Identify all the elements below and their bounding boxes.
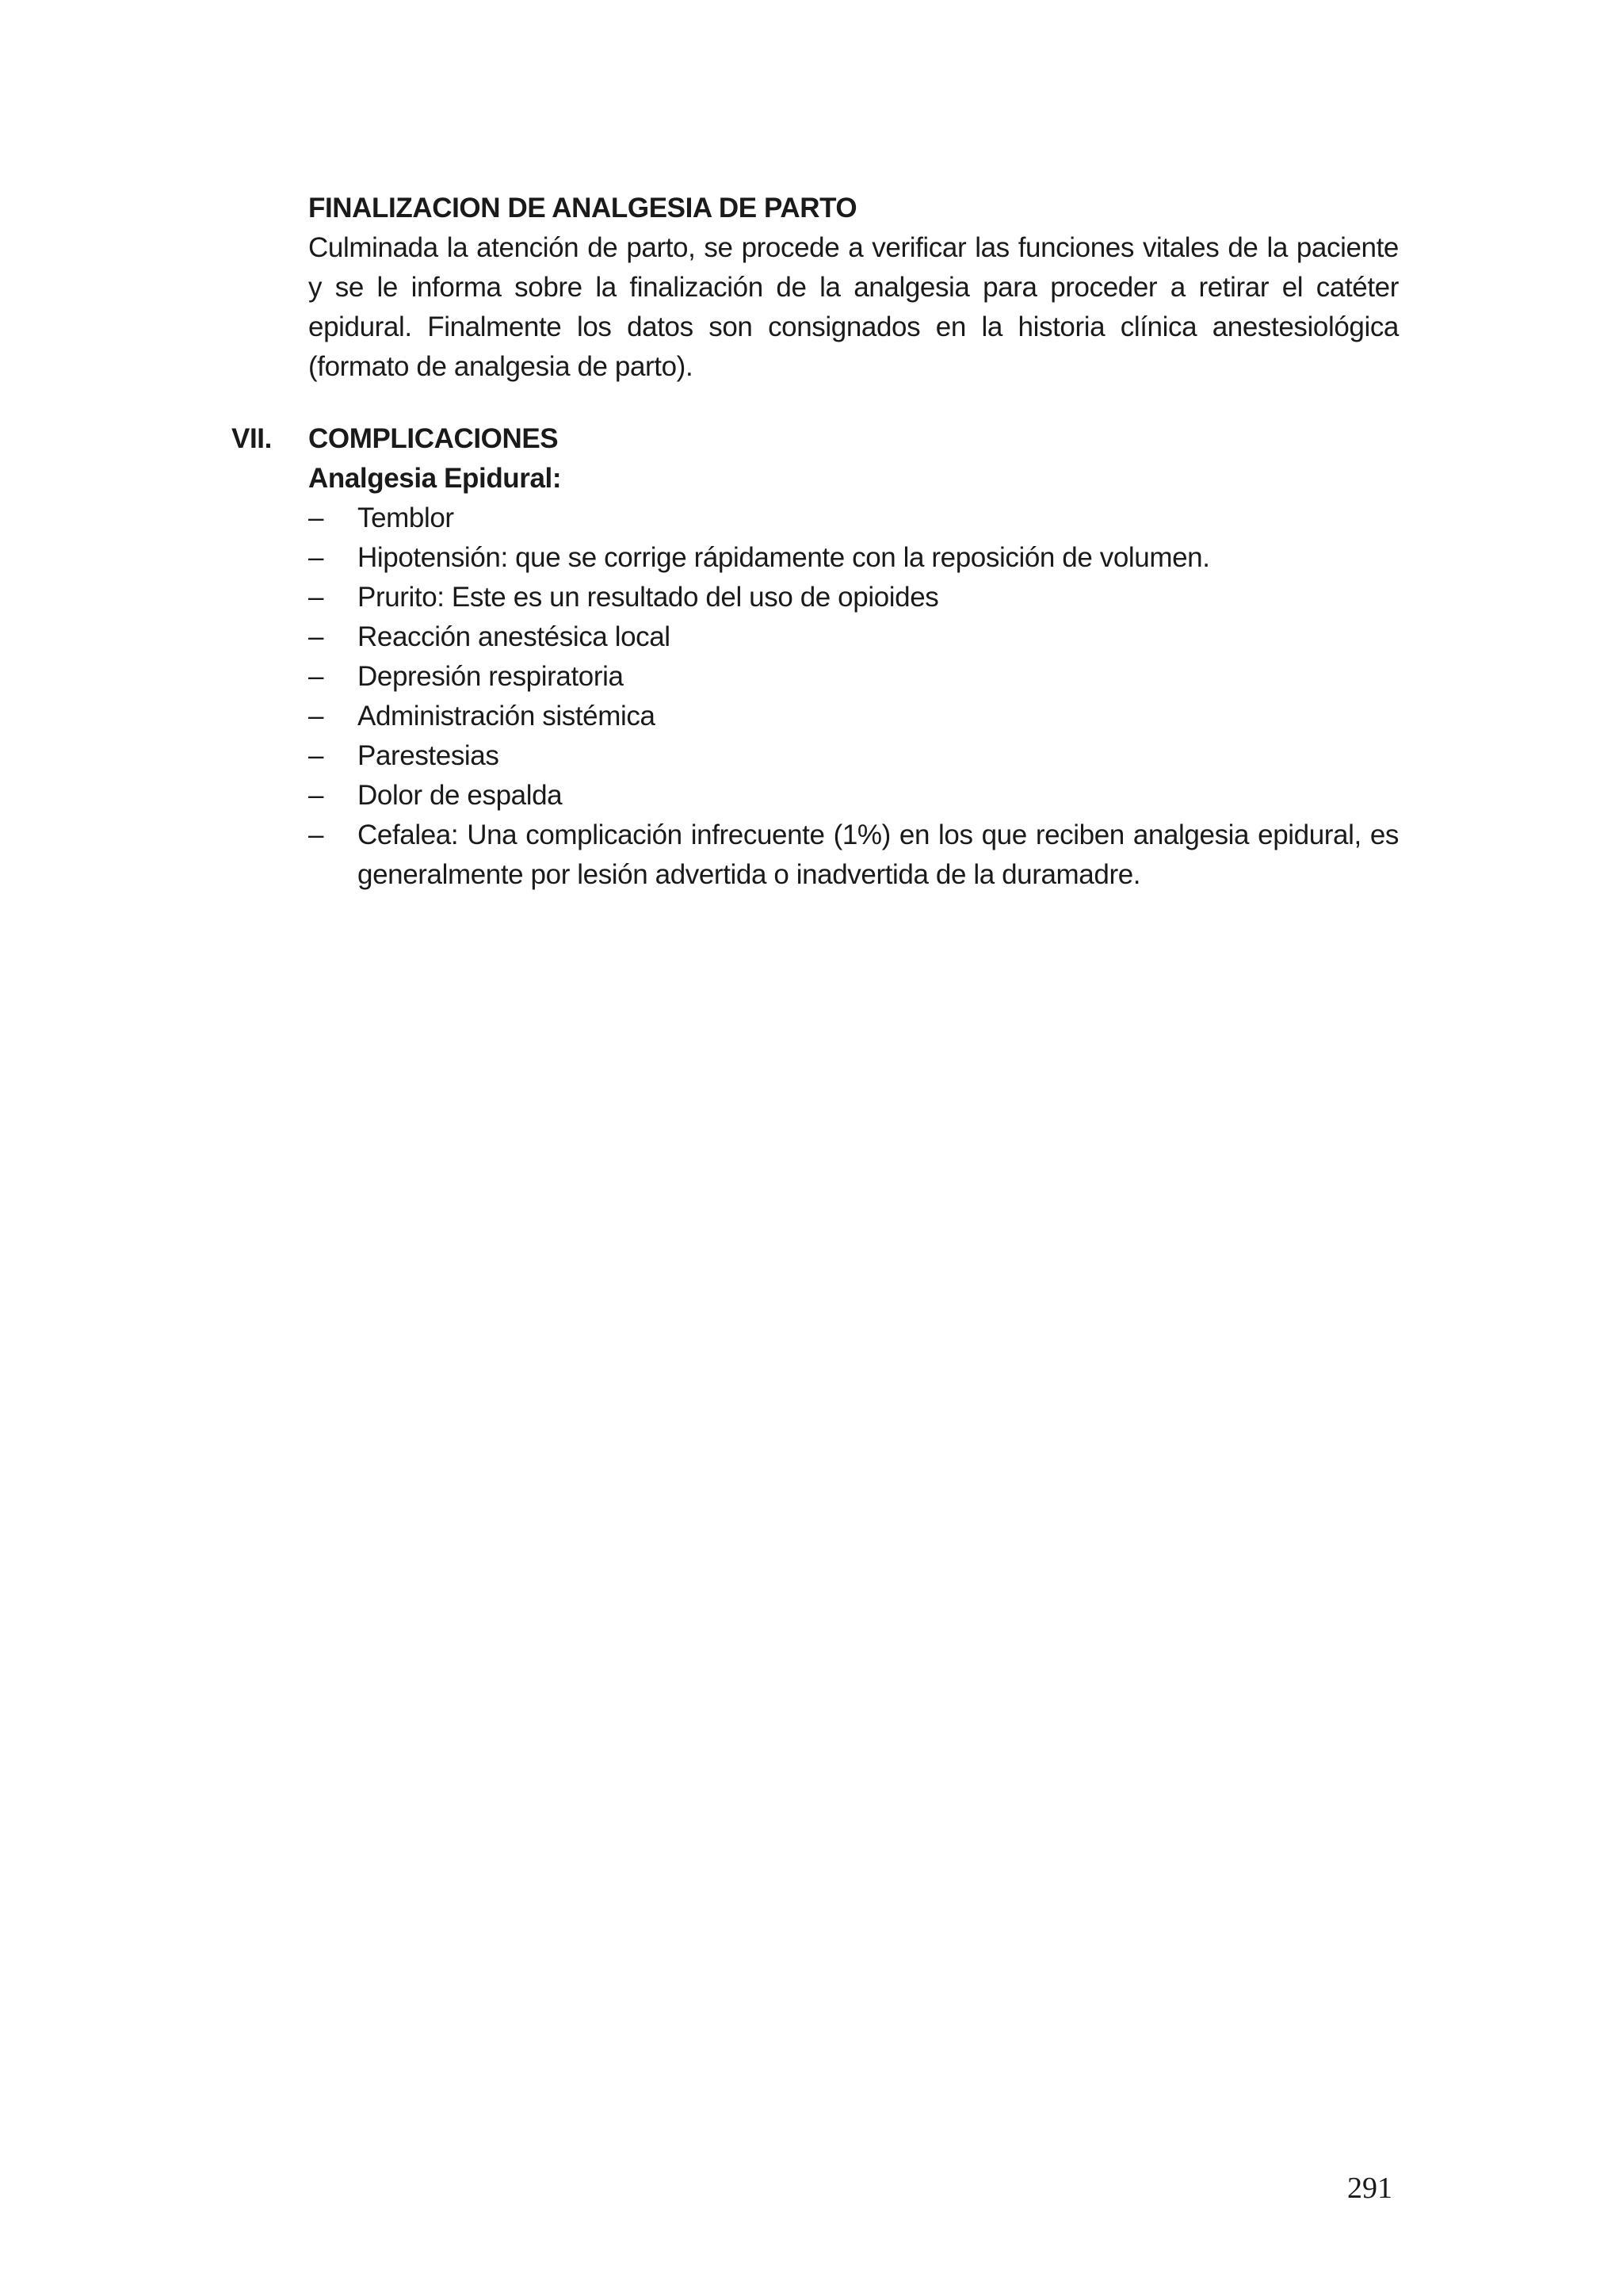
- list-item-text: Parestesias: [357, 740, 499, 771]
- list-item-text: Hipotensión: que se corrige rápidamente con la reposición de volumen.: [357, 542, 1210, 573]
- list-item-text: Administración sistémica: [357, 701, 655, 732]
- list-item-text: Cefalea: Una complicación infrecuente (1%) en los que reciben analgesia epidural, es generalmente por lesión advertida o inadvertida de la duramadre.: [357, 819, 1399, 890]
- list-item: [308, 697, 1399, 736]
- dash-bullet: –: [308, 661, 324, 692]
- list-item: [308, 776, 1399, 816]
- dash-bullet: –: [308, 582, 324, 613]
- dash-bullet: –: [308, 502, 324, 533]
- list-item: [308, 538, 1399, 578]
- dash-bullet: –: [308, 780, 324, 811]
- list-item-text: Reacción anestésica local: [357, 621, 670, 652]
- list-item-text: Dolor de espalda: [357, 780, 563, 811]
- list-item: [308, 816, 1399, 895]
- dash-bullet: –: [308, 740, 324, 771]
- list-item-text: Prurito: Este es un resultado del uso de opioides: [357, 582, 939, 613]
- dash-bullet: –: [308, 542, 324, 573]
- dash-bullet: –: [308, 701, 324, 732]
- complications-section: [231, 419, 1399, 895]
- complications-heading: COMPLICACIONES: [308, 423, 559, 454]
- dash-bullet: –: [308, 621, 324, 652]
- dash-bullet: –: [308, 819, 324, 850]
- page-number: 291: [1347, 2172, 1392, 2205]
- list-item: [308, 617, 1399, 657]
- list-item: [308, 499, 1399, 538]
- list-item-text: Depresión respiratoria: [357, 661, 624, 692]
- list-item: [308, 578, 1399, 617]
- section-number: VII.: [231, 423, 272, 454]
- complications-list: [308, 499, 1399, 895]
- finalization-paragraph: Culminada la atención de parto, se procede a verificar las funciones vitales de la paciente y se le informa sobre la finalización de la analgesia para proceder a retirar el catéter epidural. Finalmente los datos son consignados en la historia clínica anestesiológica (formato de analgesia de parto).: [308, 232, 1399, 382]
- list-item: [308, 657, 1399, 697]
- finalization-section: [308, 189, 1399, 387]
- finalization-heading: FINALIZACION DE ANALGESIA DE PARTO: [308, 193, 857, 223]
- list-item: [308, 736, 1399, 776]
- list-item-text: Temblor: [357, 502, 454, 533]
- epidural-subheading: Analgesia Epidural:: [308, 463, 562, 494]
